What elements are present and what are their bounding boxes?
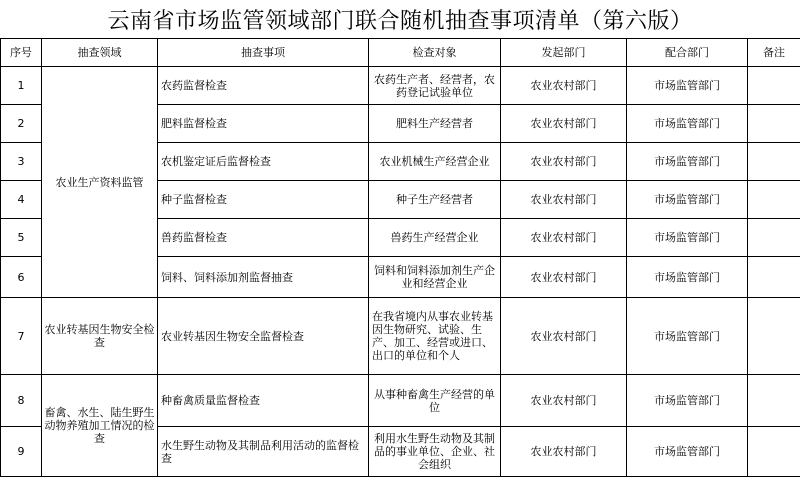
cell-initiator: 农业农村部门 xyxy=(501,67,627,105)
cell-target: 从事种畜禽生产经营的单位 xyxy=(369,375,501,427)
cell-field: 畜禽、水生、陆生野生动物养殖加工情况的检查 xyxy=(42,375,158,477)
header-partner: 配合部门 xyxy=(627,39,748,67)
header-item: 抽查事项 xyxy=(158,39,369,67)
cell-partner: 市场监管部门 xyxy=(627,219,748,257)
cell-partner: 市场监管部门 xyxy=(627,298,748,375)
cell-item: 水生野生动物及其制品利用活动的监督检查 xyxy=(158,427,369,477)
cell-item: 兽药监督检查 xyxy=(158,219,369,257)
cell-remarks xyxy=(748,427,800,477)
header-initiator: 发起部门 xyxy=(501,39,627,67)
cell-initiator: 农业农村部门 xyxy=(501,375,627,427)
cell-item: 农业转基因生物安全监督检查 xyxy=(158,298,369,375)
cell-seq: 8 xyxy=(1,375,42,427)
cell-field: 农业转基因生物安全检查 xyxy=(42,298,158,375)
table-row xyxy=(1,298,800,375)
cell-partner: 市场监管部门 xyxy=(627,257,748,298)
cell-seq: 3 xyxy=(1,143,42,181)
cell-field: 农业生产资料监管 xyxy=(42,67,158,298)
cell-initiator: 农业农村部门 xyxy=(501,143,627,181)
cell-remarks xyxy=(748,181,800,219)
cell-remarks xyxy=(748,143,800,181)
header-target: 检查对象 xyxy=(369,39,501,67)
cell-remarks xyxy=(748,298,800,375)
cell-seq: 2 xyxy=(1,105,42,143)
cell-target: 农业机械生产经营企业 xyxy=(369,143,501,181)
cell-target: 种子生产经营者 xyxy=(369,181,501,219)
cell-seq: 1 xyxy=(1,67,42,105)
cell-partner: 市场监管部门 xyxy=(627,181,748,219)
cell-item: 种子监督检查 xyxy=(158,181,369,219)
table-row xyxy=(1,375,800,427)
cell-seq: 4 xyxy=(1,181,42,219)
cell-target: 兽药生产经营企业 xyxy=(369,219,501,257)
cell-initiator: 农业农村部门 xyxy=(501,257,627,298)
header-row xyxy=(1,39,800,67)
document-title: 云南省市场监管领域部门联合随机抽查事项清单（第六版） xyxy=(0,0,800,38)
cell-remarks xyxy=(748,257,800,298)
cell-remarks xyxy=(748,105,800,143)
cell-seq: 6 xyxy=(1,257,42,298)
cell-item: 饲料、饲料添加剂监督抽查 xyxy=(158,257,369,298)
cell-partner: 市场监管部门 xyxy=(627,143,748,181)
cell-partner: 市场监管部门 xyxy=(627,375,748,427)
cell-item: 肥料监督检查 xyxy=(158,105,369,143)
cell-target: 利用水生野生动物及其制品的事业单位、企业、社会组织 xyxy=(369,427,501,477)
cell-target: 农药生产者、经营者，农药登记试验单位 xyxy=(369,67,501,105)
header-remarks: 备注 xyxy=(748,39,800,67)
cell-initiator: 农业农村部门 xyxy=(501,181,627,219)
cell-remarks xyxy=(748,67,800,105)
cell-seq: 5 xyxy=(1,219,42,257)
cell-remarks xyxy=(748,219,800,257)
cell-partner: 市场监管部门 xyxy=(627,427,748,477)
cell-initiator: 农业农村部门 xyxy=(501,298,627,375)
cell-partner: 市场监管部门 xyxy=(627,105,748,143)
cell-target: 肥料生产经营者 xyxy=(369,105,501,143)
cell-item: 农药监督检查 xyxy=(158,67,369,105)
cell-initiator: 农业农村部门 xyxy=(501,105,627,143)
cell-target: 饲料和饲料添加剂生产企业和经营企业 xyxy=(369,257,501,298)
cell-item: 种畜禽质量监督检查 xyxy=(158,375,369,427)
cell-initiator: 农业农村部门 xyxy=(501,219,627,257)
cell-item: 农机鉴定证后监督检查 xyxy=(158,143,369,181)
cell-seq: 7 xyxy=(1,298,42,375)
cell-target: 在我省境内从事农业转基因生物研究、试验、生产、加工、经营或进口、出口的单位和个人 xyxy=(369,298,501,375)
cell-seq: 9 xyxy=(1,427,42,477)
table-row xyxy=(1,67,800,105)
header-seq: 序号 xyxy=(1,39,42,67)
cell-partner: 市场监管部门 xyxy=(627,67,748,105)
cell-remarks xyxy=(748,375,800,427)
inspection-table xyxy=(0,38,800,477)
cell-initiator: 农业农村部门 xyxy=(501,427,627,477)
header-field: 抽查领域 xyxy=(42,39,158,67)
